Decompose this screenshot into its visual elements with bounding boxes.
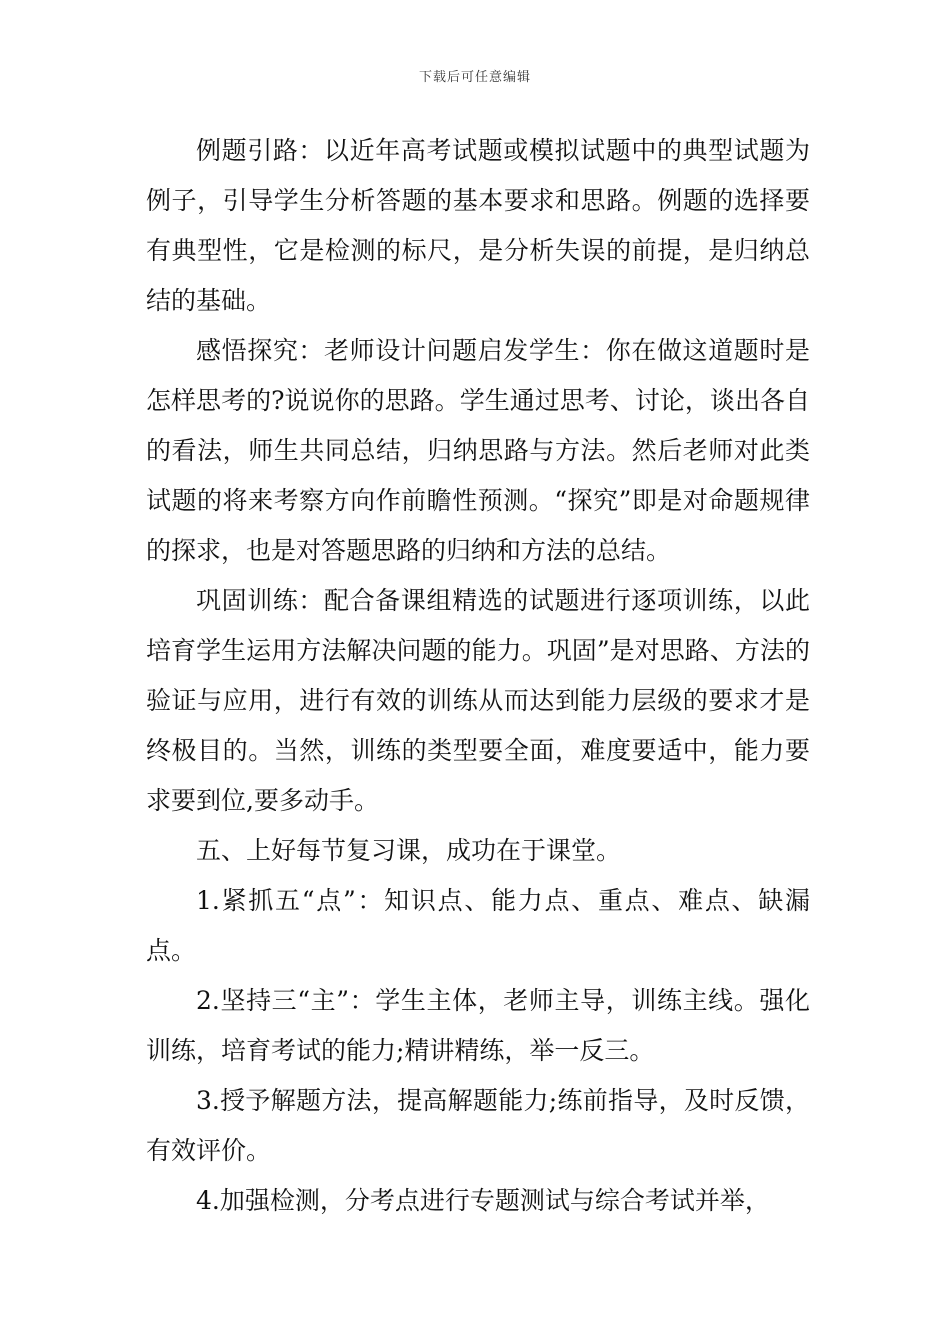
list-item-4: 4.加强检测，分考点进行专题测试与综合考试并举，: [196, 1186, 770, 1215]
list-item-3: 3.授予解题方法，提高解题能力;练前指导，及时反馈，有效评价。: [146, 1086, 810, 1165]
header-note: 下载后可任意编辑: [418, 70, 531, 85]
list-item-1: 1.紧抓五“点”：知识点、能力点、重点、难点、缺漏点。: [146, 886, 810, 965]
paragraph-consolidation: 巩固训练：配合备课组精选的试题进行逐项训练，以此培育学生运用方法解决问题的能力。巩固”是对思路、方法的验证与应用，进行有效的训练从而达到能力层级的要求才是终极目的。当然，训练的类型要全面，难度要适中，能力要求要到位,要多动手。: [146, 586, 810, 815]
paragraph-inquiry: 感悟探究：老师设计问题启发学生：你在做这道题时是怎样思考的?说说你的思路。学生通过思考、讨论，谈出各自的看法，师生共同总结，归纳思路与方法。然后老师对此类试题的将来考察方向作前瞻性预测。“探究”即是对命题规律的探求，也是对答题思路的归纳和方法的总结。: [146, 336, 810, 565]
section-heading-five: 五、上好每节复习课，成功在于课堂。: [196, 836, 622, 865]
list-item-2: 2.坚持三“主”：学生主体，老师主导，训练主线。强化训练，培育考试的能力;精讲精练，举一反三。: [146, 986, 810, 1065]
document-body: [146, 126, 810, 1226]
paragraph-example-guidance: 例题引路：以近年高考试题或模拟试题中的典型试题为例子，引导学生分析答题的基本要求和思路。例题的选择要有典型性，它是检测的标尺，是分析失误的前提，是归纳总结的基础。: [146, 136, 810, 315]
